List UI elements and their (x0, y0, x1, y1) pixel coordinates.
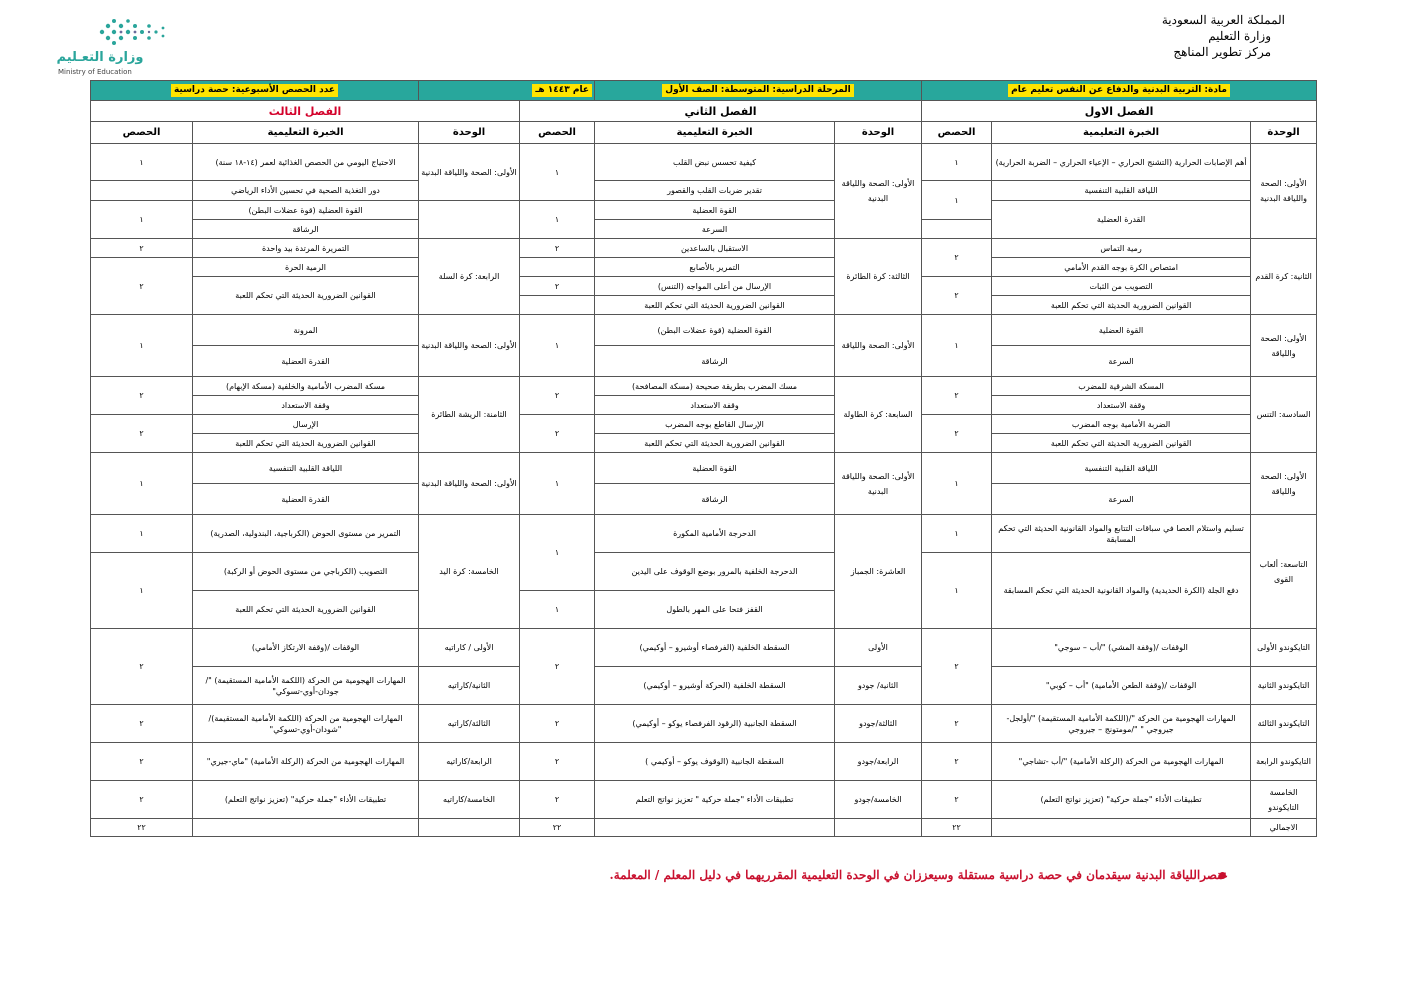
experience-cell: الاستقبال بالساعدين (595, 239, 835, 258)
periods-cell: ٢ (922, 743, 992, 781)
table-row (91, 484, 1317, 515)
periods-cell (520, 258, 595, 277)
periods-cell: ١ (91, 144, 193, 181)
unit-cell: الأولى: الصحة واللياقة (835, 315, 922, 377)
unit-cell: الأولى: الصحة واللياقة البدنية (419, 144, 520, 201)
experience-cell: التصويب (الكرباجي من مستوى الحوض أو الركبة) (193, 553, 419, 591)
table-row (91, 434, 1317, 453)
experience-cell: القدرة العضلية (193, 484, 419, 515)
unit-cell: الثانية/كاراتيه (419, 667, 520, 705)
table-row (91, 396, 1317, 415)
totals-s1: ٢٢ (922, 819, 992, 837)
table-row (91, 629, 1317, 667)
experience-cell: اللياقة القلبية التنفسية (193, 453, 419, 484)
footnote: عنصراللياقة البدنية سيقدمان في حصة دراسية مستقلة وسيعززان في الوحدة التعليمية المقرريهما في دليل المعلم / المعلمة. (609, 868, 1228, 882)
experience-cell: الوقفات /(وقفة المشي) "/أب – سوجي" (992, 629, 1251, 667)
experience-cell: اللياقة القلبية التنفسية (992, 181, 1251, 201)
periods-cell (520, 296, 595, 315)
experience-cell: التمرير من مستوى الحوض (الكرباجية، البندولية، الصدرية) (193, 515, 419, 553)
experience-cell: مسكة المضرب الأمامية والخلفية (مسكة الإبهام) (193, 377, 419, 396)
experience-cell: السقطة الجانبية (الوقوف يوكو – أوكيمي ) (595, 743, 835, 781)
periods-cell: ٢ (922, 239, 992, 277)
unit-cell: الأولى: الصحة واللياقة (1251, 315, 1317, 377)
table-row (91, 415, 1317, 434)
info-bar (91, 81, 1317, 101)
experience-cell: وقفة الاستعداد (193, 396, 419, 415)
periods-cell: ١ (91, 453, 193, 515)
experience-cell: القوانين الضرورية الحديثة التي تحكم اللعبة (193, 434, 419, 453)
unit-cell: التايكوندو الأولى (1251, 629, 1317, 667)
periods-cell: ٢ (91, 629, 193, 705)
experience-cell: الاحتياج اليومي من الحصص الغذائية لعمر (١٤-١٨ سنة) (193, 144, 419, 181)
periods-cell: ٢ (520, 239, 595, 258)
periods-cell: ١ (91, 315, 193, 377)
periods-cell: ٢ (91, 705, 193, 743)
periods-cell: ١ (91, 515, 193, 553)
periods-cell: ٢ (91, 239, 193, 258)
experience-cell: التصويب من الثبات (992, 277, 1251, 296)
ministry-name: وزارة التعليم (1208, 29, 1271, 43)
periods-cell: ٢ (520, 781, 595, 819)
periods-cell: ٢ (91, 743, 193, 781)
semester-header-row (91, 101, 1317, 122)
year-label: عام ١٤٤٣ هـ (532, 84, 592, 97)
experience-cell: الوقفات /(وقفة الطعن الأمامية) "أب – كوبي" (992, 667, 1251, 705)
table-row (91, 667, 1317, 705)
totals-s3: ٢٢ (91, 819, 193, 837)
experience-cell: الرشاقة (595, 484, 835, 515)
center-name: مركز تطوير المناهج (1173, 45, 1271, 59)
experience-cell: القوانين الضرورية الحديثة التي تحكم اللعبة (595, 296, 835, 315)
unit-cell: الثامنة: الريشة الطائرة (419, 377, 520, 453)
unit-cell: الخامسة: كرة اليد (419, 515, 520, 629)
experience-cell: المهارات الهجومية من الحركة (الركلة الأمامية) "ماي-جيري" (193, 743, 419, 781)
subject-label: مادة: التربية البدنية والدفاع عن النفس تعليم عام (1008, 84, 1230, 97)
experience-cell: الدحرجة الخلفية بالمرور بوضع الوقوف على اليدين (595, 553, 835, 591)
experience-cell: تسليم واستلام العصا في سباقات التتابع والمواد القانونية الحديثة التي تحكم المسابقة (992, 515, 1251, 553)
experience-cell: تقدير ضربات القلب والقصور (595, 181, 835, 201)
experience-cell: المهارات الهجومية من الحركة (اللكمة الأمامية المستقيمة)/ "شودان-أوي-تسوكي" (193, 705, 419, 743)
unit-cell: الرابعة/كاراتيه (419, 743, 520, 781)
unit-cell: العاشرة: الجمباز (835, 515, 922, 629)
table-row (91, 743, 1317, 781)
experience-cell: السقطة الخلفية (الحركة أوشيرو – أوكيمي) (595, 667, 835, 705)
periods-cell (922, 220, 992, 239)
col-periods: الحصص (922, 122, 992, 144)
experience-cell: القدرة العضلية (992, 201, 1251, 239)
experience-cell: القوانين الضرورية الحديثة التي تحكم اللعبة (992, 296, 1251, 315)
periods-cell: ٢ (520, 377, 595, 415)
unit-cell: الثانية: كرة القدم (1251, 239, 1317, 315)
experience-cell: القوانين الضرورية الحديثة التي تحكم اللعبة (193, 277, 419, 315)
experience-cell: الرمية الحرة (193, 258, 419, 277)
periods-cell: ٢ (922, 415, 992, 453)
experience-cell: وقفة الاستعداد (595, 396, 835, 415)
table-row (91, 453, 1317, 484)
unit-cell: الثانية/ جودو (835, 667, 922, 705)
periods-cell: ٢ (91, 781, 193, 819)
table-row (91, 201, 1317, 220)
periods-cell: ١ (91, 201, 193, 239)
unit-cell: الأولى: الصحة واللياقة البدنية (835, 144, 922, 239)
experience-cell: الرشاقة (595, 346, 835, 377)
experience-cell: مسك المضرب بطريقة صحيحة (مسكة المصافحة) (595, 377, 835, 396)
col-unit: الوحدة (419, 122, 520, 144)
table-row (91, 258, 1317, 277)
periods-cell: ١ (91, 553, 193, 629)
unit-cell: الأولى (835, 629, 922, 667)
logo-english: Ministry of Education (58, 68, 132, 76)
periods-cell: ١ (922, 453, 992, 515)
unit-cell: الرابعة: كرة السلة (419, 239, 520, 315)
experience-cell: السرعة (992, 346, 1251, 377)
unit-cell: التاسعة: ألعاب القوى (1251, 515, 1317, 629)
periods-cell: ٢ (922, 781, 992, 819)
unit-cell: الأولى: الصحة واللياقة (1251, 453, 1317, 515)
page-header (1162, 12, 1285, 60)
experience-cell: دور التغذية الصحية في تحسين الأداء الرياضي (193, 181, 419, 201)
periods-cell: ١ (922, 181, 992, 220)
unit-cell: الأولى / كاراتيه (419, 629, 520, 667)
experience-cell: المهارات الهجومية من الحركة (اللكمة الأمامية المستقيمة) "/جودان-أوي-تسوكي" (193, 667, 419, 705)
experience-cell: دفع الجلة (الكرة الحديدية) والمواد القانونية الحديثة التي تحكم المسابقة (992, 553, 1251, 629)
curriculum-table (90, 80, 1317, 837)
periods-cell (419, 201, 520, 239)
table-row (91, 515, 1317, 553)
unit-cell: التايكوندو الثالثة (1251, 705, 1317, 743)
experience-cell: تطبيقات الأداء "جملة حركية" (تعزيز نواتج التعلم) (992, 781, 1251, 819)
table-row (91, 315, 1317, 346)
experience-cell: القوة العضلية (595, 201, 835, 220)
periods-cell: ١ (520, 591, 595, 629)
experience-cell: الإرسال القاطع بوجه المضرب (595, 415, 835, 434)
periods-cell: ٢ (91, 258, 193, 315)
experience-cell: السقطة الجانبية (الرقود الفرفصاء يوكو – أوكيمي) (595, 705, 835, 743)
periods-cell: ٢ (520, 705, 595, 743)
unit-cell: الأولى: الصحة واللياقة البدنية (419, 453, 520, 515)
experience-cell: كيفية تحسس نبض القلب (595, 144, 835, 181)
totals-row (91, 819, 1317, 837)
experience-cell: القدرة العضلية (193, 346, 419, 377)
col-periods: الحصص (91, 122, 193, 144)
experience-cell: المرونة (193, 315, 419, 346)
table-row (91, 781, 1317, 819)
experience-cell: المسكة الشرقية للمضرب (992, 377, 1251, 396)
periods-cell: ١ (922, 315, 992, 377)
table-row (91, 144, 1317, 181)
unit-cell: الأولى: الصحة واللياقة البدنية (1251, 144, 1317, 239)
experience-cell: أهم الإصابات الحرارية (التشنج الحراري – الإعياء الحراري – الضربة الحرارية) (992, 144, 1251, 181)
experience-cell: الدحرجة الأمامية المكورة (595, 515, 835, 553)
experience-cell: التمرير بالأصابع (595, 258, 835, 277)
periods-cell: ٢ (520, 415, 595, 453)
periods-cell: ٢ (520, 743, 595, 781)
unit-cell: السادسة: التنس (1251, 377, 1317, 453)
semester-3-header: الفصل الثالث (91, 101, 520, 122)
periods-cell: ١ (922, 144, 992, 181)
unit-cell: التايكوندو الرابعة (1251, 743, 1317, 781)
periods-cell: ٢ (520, 629, 595, 705)
periods-cell: ١ (520, 201, 595, 239)
col-unit: الوحدة (835, 122, 922, 144)
table-row (91, 377, 1317, 396)
experience-cell: السرعة (992, 484, 1251, 515)
experience-cell: القوة العضلية (قوة عضلات البطن) (193, 201, 419, 220)
experience-cell: التمريرة المرتدة بيد واحدة (193, 239, 419, 258)
experience-cell: الإرسال من أعلى المواجه (التنس) (595, 277, 835, 296)
table-row (91, 277, 1317, 296)
curriculum-table-wrap (90, 80, 1316, 837)
periods-cell: ١ (520, 315, 595, 377)
unit-cell: التايكوندو الثانية (1251, 667, 1317, 705)
periods-cell: ١ (922, 553, 992, 629)
table-row (91, 181, 1317, 201)
stage-label: المرحلة الدراسية: المتوسطة: الصف الأول (662, 84, 854, 97)
experience-cell: السقطة الخلفية (الفرفصاء أوشيرو – أوكيمي) (595, 629, 835, 667)
experience-cell: الرشاقة (193, 220, 419, 239)
periods-cell (91, 181, 193, 201)
col-periods: الحصص (520, 122, 595, 144)
periods-cell: ٢ (922, 629, 992, 705)
table-row (91, 346, 1317, 377)
experience-cell: رمية التماس (992, 239, 1251, 258)
periods-cell: ٢ (922, 705, 992, 743)
unit-cell: الخامسة التايكوندو (1251, 781, 1317, 819)
col-experience: الخبرة التعليمية (595, 122, 835, 144)
periods-cell: ٢ (91, 415, 193, 453)
table-row (91, 705, 1317, 743)
experience-cell: القوة العضلية (595, 453, 835, 484)
experience-cell: امتصاص الكرة بوجه القدم الأمامي (992, 258, 1251, 277)
periods-cell: ٢ (91, 377, 193, 415)
experience-cell: المهارات الهجومية من الحركة (الركلة الأمامية) "/أب -تشاجي" (992, 743, 1251, 781)
experience-cell: الوقفات /(وقفة الارتكاز الأمامي) (193, 629, 419, 667)
unit-cell: الثالثة: كرة الطائرة (835, 239, 922, 315)
totals-label: الاجمالي (1251, 819, 1317, 837)
ministry-logo (56, 16, 186, 78)
periods-cell: ٢ (520, 277, 595, 296)
periods-cell: ١ (520, 515, 595, 591)
unit-cell: الثالثة/جودو (835, 705, 922, 743)
periods-cell: ١ (922, 515, 992, 553)
column-header-row (91, 122, 1317, 144)
experience-cell: القوانين الضرورية الحديثة التي تحكم اللعبة (992, 434, 1251, 453)
semester-1-header: الفصل الاول (922, 101, 1317, 122)
experience-cell: تطبيقات الأداء "جملة حركية" (تعزيز نواتج التعلم) (193, 781, 419, 819)
periods-cell: ١ (520, 144, 595, 201)
unit-cell: الرابعة/جودو (835, 743, 922, 781)
experience-cell: الإرسال (193, 415, 419, 434)
experience-cell: الضربة الأمامية بوجه المضرب (992, 415, 1251, 434)
unit-cell: الخامسة/كاراتيه (419, 781, 520, 819)
unit-cell: الأولى: الصحة واللياقة البدنية (835, 453, 922, 515)
semester-2-header: الفصل الثاني (520, 101, 922, 122)
unit-cell: السابعة: كرة الطاولة (835, 377, 922, 453)
experience-cell: تطبيقات الأداء "جملة حركية " تعزيز نواتج التعلم (595, 781, 835, 819)
unit-cell: الثالثة/كاراتيه (419, 705, 520, 743)
weekly-periods-label: عدد الحصص الأسبوعية: حصة دراسية (171, 84, 338, 97)
col-unit: الوحدة (1251, 122, 1317, 144)
experience-cell: القوانين الضرورية الحديثة التي تحكم اللعبة (595, 434, 835, 453)
logo-dots-icon (94, 16, 194, 48)
periods-cell: ٢ (922, 277, 992, 315)
unit-cell: الخامسة/جودو (835, 781, 922, 819)
experience-cell: القفز فتحا على المهر بالطول (595, 591, 835, 629)
col-experience: الخبرة التعليمية (193, 122, 419, 144)
logo-text: وزارة التعـليم (56, 50, 144, 65)
experience-cell: القوة العضلية (قوة عضلات البطن) (595, 315, 835, 346)
experience-cell: المهارات الهجومية من الحركة "/(اللكمة الأمامية المستقيمة) "/أولجل-جيروجي " "/مومتونج – جيروجي (992, 705, 1251, 743)
experience-cell: وقفة الاستعداد (992, 396, 1251, 415)
experience-cell: السرعة (595, 220, 835, 239)
unit-cell: الأولى: الصحة واللياقة البدنية (419, 315, 520, 377)
periods-cell: ١ (520, 453, 595, 515)
periods-cell: ٢ (922, 377, 992, 415)
table-row (91, 553, 1317, 591)
country-name: المملكة العربية السعودية (1161, 13, 1285, 27)
table-row (91, 239, 1317, 258)
totals-s2: ٢٢ (520, 819, 595, 837)
col-experience: الخبرة التعليمية (992, 122, 1251, 144)
experience-cell: اللياقة القلبية التنفسية (992, 453, 1251, 484)
experience-cell: القوانين الضرورية الحديثة التي تحكم اللعبة (193, 591, 419, 629)
experience-cell: القوة العضلية (992, 315, 1251, 346)
